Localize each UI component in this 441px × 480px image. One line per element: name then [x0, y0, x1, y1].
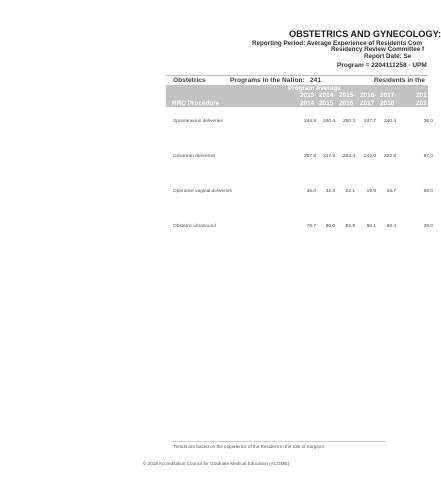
year-header-top: 2014-: [319, 92, 336, 99]
year-header-bottom: 2017: [360, 100, 375, 107]
value-cell: 16.7: [386, 189, 396, 194]
value-cell: 88.4: [386, 224, 396, 229]
value-cell: 32.3: [325, 189, 335, 194]
nation-label: Programs in the Nation:: [230, 77, 305, 84]
residents-label: Residents in the: [374, 77, 425, 84]
column-header-band: [166, 85, 428, 107]
report-title: OBSTETRICS AND GYNECOLOGY:: [289, 29, 441, 39]
value-cell: 222.8: [383, 154, 396, 159]
value-cell: 253.4: [342, 154, 355, 159]
value-cell: 247.9: [322, 154, 335, 159]
year-header-top: 2017-: [380, 92, 397, 99]
value-cell: 244.8: [303, 119, 316, 124]
year-header-bottom: 2016: [339, 100, 354, 107]
section-label: Obstetrics: [173, 77, 206, 84]
year-header-top: 2013-: [300, 92, 317, 99]
value-cell: 242.0: [363, 154, 376, 159]
program-average-header: Program Average: [288, 85, 341, 92]
value-cell: 87.0: [423, 154, 433, 159]
year-header-bottom: 2018: [380, 100, 395, 107]
reporting-period: Reporting Period: Average Experience of Residents Com: [252, 40, 422, 47]
procedure-label: Spontaneous deliveries: [173, 119, 223, 124]
footer-rule: [171, 441, 386, 442]
value-cell: 19.8: [366, 189, 376, 194]
value-cell: 240.4: [383, 119, 396, 124]
value-cell: 250.3: [342, 119, 355, 124]
value-cell: 36.0: [423, 119, 433, 124]
table-section-header: [166, 76, 428, 85]
rrc-procedure-header: RRC Procedure: [172, 100, 220, 107]
program-id: Program = 2204111258 - UPM: [337, 62, 427, 69]
value-cell: 22.1: [345, 189, 355, 194]
procedure-label: Obstetric ultrasound: [173, 224, 216, 229]
copyright: © 2018 Accreditation Council for Graduate Medical Education (ACGME): [143, 461, 290, 466]
value-cell: 247.7: [363, 119, 376, 124]
value-cell: 82.8: [345, 224, 355, 229]
value-cell: 90.1: [366, 224, 376, 229]
year-header-bottom: 2014: [300, 100, 315, 107]
value-cell: 240.4: [322, 119, 335, 124]
value-cell: 257.8: [303, 154, 316, 159]
year-header-bottom: 2015: [319, 100, 334, 107]
value-cell: 76.7: [306, 224, 316, 229]
procedure-label: Cesarean deliveries: [173, 154, 216, 159]
procedure-label: Operative vaginal deliveries: [173, 189, 232, 194]
year-header-bottom: 201: [416, 100, 427, 107]
committee-line: Residency Review Committee f: [331, 46, 425, 53]
year-header-top: 2016-: [360, 92, 377, 99]
value-cell: 88.0: [423, 189, 433, 194]
nation-count: 241: [310, 77, 322, 84]
year-header-top: 201: [416, 92, 427, 99]
value-cell: 39.0: [423, 224, 433, 229]
footer-note: Trends are based on the experience of the Resident in the role of Surgeon.: [173, 444, 326, 449]
year-header-top: 2015-: [339, 92, 356, 99]
value-cell: 80.0: [325, 224, 335, 229]
value-cell: 36.0: [306, 189, 316, 194]
report-date: Report Date: Se: [364, 53, 412, 60]
